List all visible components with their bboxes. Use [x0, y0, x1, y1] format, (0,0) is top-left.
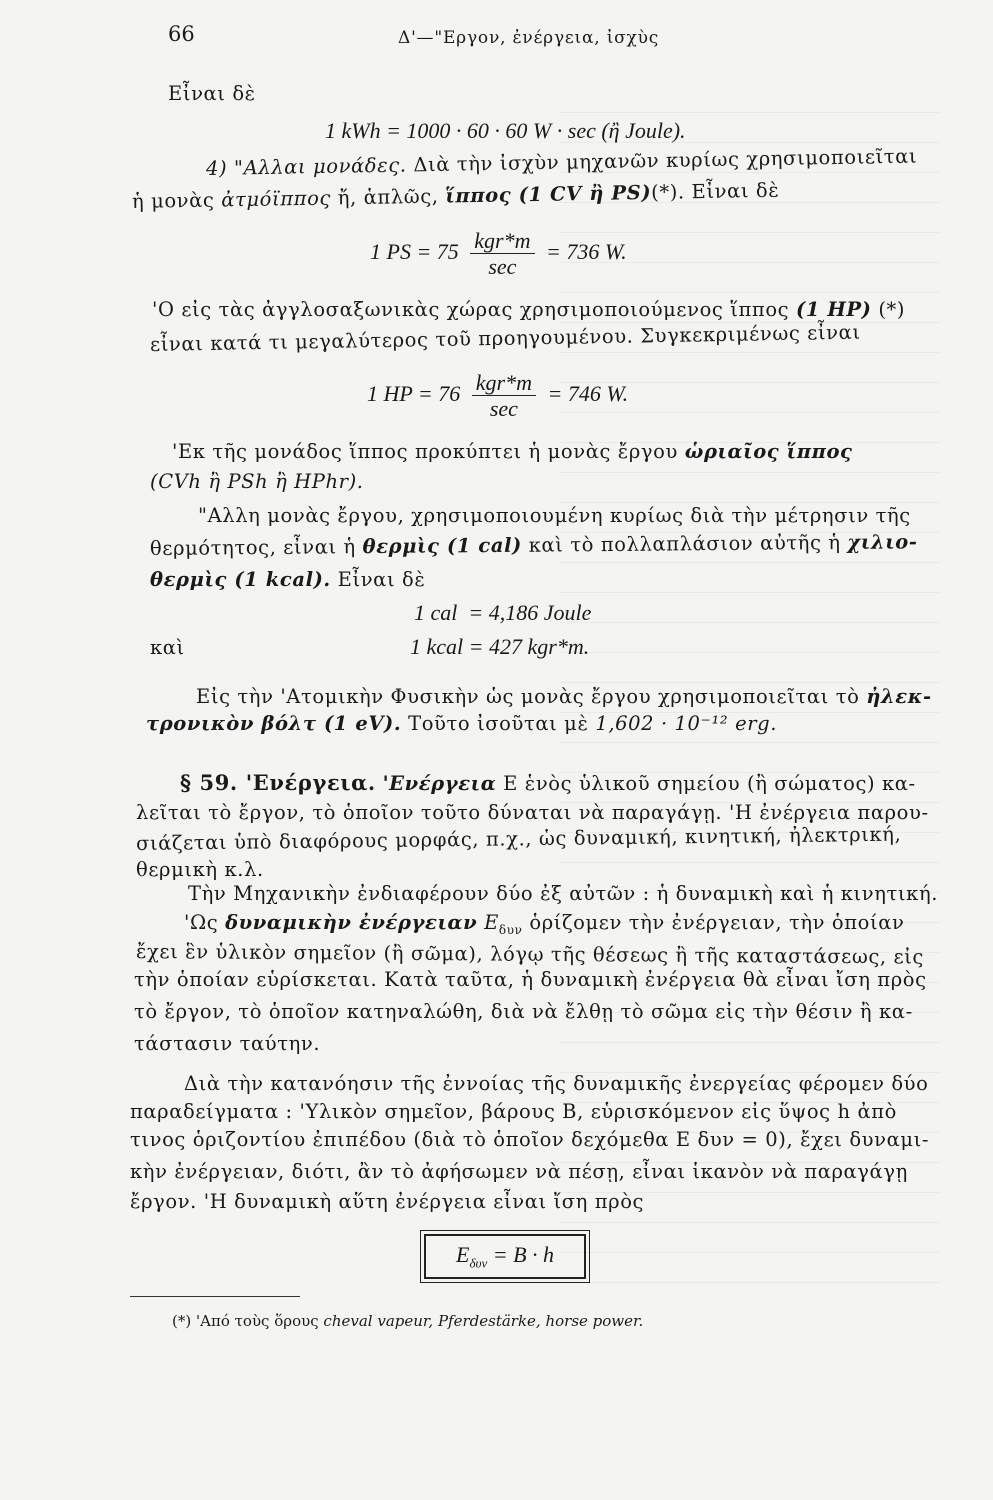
text-line: θερμικὴ κ.λ. [136, 858, 264, 881]
text-run: ὁρίζομεν τὴν ἐνέργειαν, τὴν ὁποίαν [529, 911, 905, 934]
text-line: λεῖται τὸ ἔργον, τὸ ὁποῖον τοῦτο δύναται νὰ παραγάγῃ. 'Η ἐνέργεια παρου- [136, 801, 929, 824]
text-run: Εἶναι δὲ [337, 568, 426, 591]
equation-kwh: 1 kWh = 1000 · 60 · 60 W · sec (ἢ Joule). [325, 118, 686, 143]
text-run: Διὰ τὴν ἰσχὺν μηχανῶν κυρίως χρησιμοποιεῖται [413, 144, 918, 177]
text-run: Τοῦτο ἰσοῦται μὲ [408, 712, 589, 735]
text-run: θερμότητος, εἶναι ἡ [149, 535, 356, 560]
footnote-lead: 'Από τοὺς ὅρους [196, 1312, 319, 1330]
eq-numerator: kgr*m [470, 228, 534, 254]
symbol-E: E [484, 911, 499, 934]
eq-left: 1 PS = 75 [370, 238, 459, 264]
text-line: σιάζεται ὑπὸ διαφόρους μορφάς, π.χ., ὡς δυναμική, κινητική, ἠλεκτρική, [135, 822, 902, 855]
text-line: τινος ὁριζοντίου ἐπιπέδου (διὰ τὸ ὁποῖον δεχόμεθα E δυν = 0), ἔχει δυναμι- [130, 1128, 930, 1151]
term-bold-italic: δυναμικὴν ἐνέργειαν [225, 911, 478, 934]
text-run: ἡ μονὰς [131, 188, 215, 213]
text-line: Εἶναι δὲ [168, 82, 256, 105]
equation-ps [370, 228, 627, 280]
subscript: δυν [498, 922, 523, 937]
term-bold-italic: ἵππος (1 CV ἢ PS) [445, 180, 652, 208]
footnote-ref: (*) [878, 298, 906, 321]
equation-cal: 1 cal = 4,186 Joule [414, 600, 592, 625]
text-line: τάστασιν ταύτην. [134, 1032, 321, 1055]
text-run: ἤ, ἁπλῶς, [337, 184, 439, 210]
eq-denominator: sec [488, 254, 517, 280]
text-line: παραδείγματα : 'Υλικὸν σημεῖον, βάρους B, εὑρισκόμενον εἰς ὕψος h ἀπὸ [130, 1100, 897, 1123]
text-line: κὴν ἐνέργειαν, διότι, ἂν τὸ ἀφήσωμεν νὰ πέσῃ, εἶναι ἱκανὸν νὰ παραγάγῃ [130, 1160, 908, 1183]
text-line [146, 712, 777, 735]
text-line: (CVh ἢ PSh ἢ HPhr). [150, 470, 364, 493]
text-line [152, 298, 905, 321]
symbol-E: E [456, 1242, 470, 1267]
text-line: ἔχει ἓν ὑλικὸν σημεῖον (ἢ σῶμα), λόγῳ τῆς θέσεως ἢ τῆς καταστάσεως, εἰς [135, 940, 925, 969]
text-line: τὸ ἔργον, τὸ ὁποῖον κατηναλώθη, διὰ νὰ ἔλθῃ τὸ σῶμα εἰς τὴν θέσιν ἢ κα- [134, 1000, 913, 1023]
text-line [184, 911, 904, 937]
eq-right: = 746 W. [547, 380, 629, 406]
footnote-rule [130, 1296, 300, 1297]
subsection-heading: 4) "Αλλαι μονάδες. [205, 153, 407, 180]
footnote-mark: (*) [172, 1312, 192, 1330]
eq-fraction [470, 228, 534, 280]
term-bold-italic: ἠλεκ- [866, 685, 932, 708]
text-line: Διὰ τὴν κατανόησιν τῆς ἐννοίας τῆς δυναμικῆς ἐνεργείας φέρομεν δύο [184, 1072, 929, 1095]
term-bold-italic: θερμὶς (1 cal) [362, 533, 522, 559]
text-line [172, 440, 853, 463]
text-run: E ἑνὸς ὑλικοῦ σημείου (ἢ σώματος) κα- [503, 772, 916, 795]
running-title: Δ'—"Εργον, ἐνέργεια, ἰσχὺς [398, 28, 660, 48]
page-number: 66 [168, 22, 195, 46]
equation-hp [367, 370, 628, 422]
text-run: 'Εκ τῆς μονάδος ἵππος προκύπτει ἡ μονὰς ἔργου [172, 440, 678, 463]
text-run: 'Ως [184, 911, 219, 934]
text-line: Τὴν Μηχανικὴν ἐνδιαφέρουν δύο ἐξ αὐτῶν : ἡ δυναμικὴ καὶ ἡ κινητική. [188, 882, 939, 905]
term-bold-italic: τρονικὸν βόλτ (1 eV). [146, 712, 402, 735]
text-line: τὴν ὁποίαν εὑρίσκεται. Κατὰ ταῦτα, ἡ δυναμικὴ ἐνέργεια θὰ εἶναι ἴση πρὸς [134, 968, 927, 991]
text-run: (*). Εἶναι δὲ [650, 178, 780, 204]
text-line [196, 685, 932, 708]
term-italic: 1,602 · 10⁻¹² erg. [595, 712, 778, 735]
term-italic: ἀτμόϊππος [221, 186, 332, 212]
text-run: Εἰς τὴν 'Ατομικὴν Φυσικὴν ὡς μονὰς ἔργου χρησιμοποιεῖται τὸ [196, 685, 860, 708]
eq-numerator: kgr*m [472, 370, 536, 396]
text-line: ἔργον. 'Η δυναμικὴ αὕτη ἐνέργεια εἶναι ἴση πρὸς [130, 1190, 645, 1213]
term-bold-italic: θερμὶς (1 kcal). [150, 568, 331, 591]
boxed-equation [424, 1234, 586, 1279]
footnote [172, 1312, 643, 1330]
text-line: εἶναι κατά τι μεγαλύτερος τοῦ προηγουμένου. Συγκεκριμένως εἶναι [149, 320, 861, 356]
term-bold-italic: 'Ενέργεια [382, 772, 497, 795]
section-heading-line [180, 770, 916, 795]
subscript: δυν [469, 1255, 488, 1271]
eq-left: 1 HP = 76 [367, 380, 461, 406]
eq-fraction [472, 370, 536, 422]
term-bold-italic: (1 HP) [796, 298, 872, 321]
eq-denominator: sec [489, 396, 518, 422]
footnote-terms: cheval vapeur, Pferdestärke, horse power. [323, 1312, 644, 1330]
text-line [150, 568, 425, 591]
term-bold-italic: ὡριαῖος ἵππος [684, 440, 853, 463]
text-run: καὶ τὸ πολλαπλάσιον αὐτῆς ἡ [528, 530, 841, 557]
text-line: "Αλλη μονὰς ἔργου, χρησιμοποιουμένη κυρίως διὰ τὴν μέτρησιν τῆς [198, 504, 911, 527]
text-line: καὶ [150, 636, 185, 659]
text-run: 'Ο εἰς τὰς ἀγγλοσαξωνικὰς χώρας χρησιμοποιούμενος ἵππος [152, 298, 790, 321]
eq-right: = 736 W. [546, 238, 627, 264]
equation-kcal: 1 kcal = 427 kgr*m. [410, 634, 590, 659]
term-bold-italic: χιλιο- [847, 530, 918, 554]
eq-right: = B · h [492, 1242, 555, 1267]
section-title: § 59. 'Ενέργεια. [180, 770, 376, 795]
